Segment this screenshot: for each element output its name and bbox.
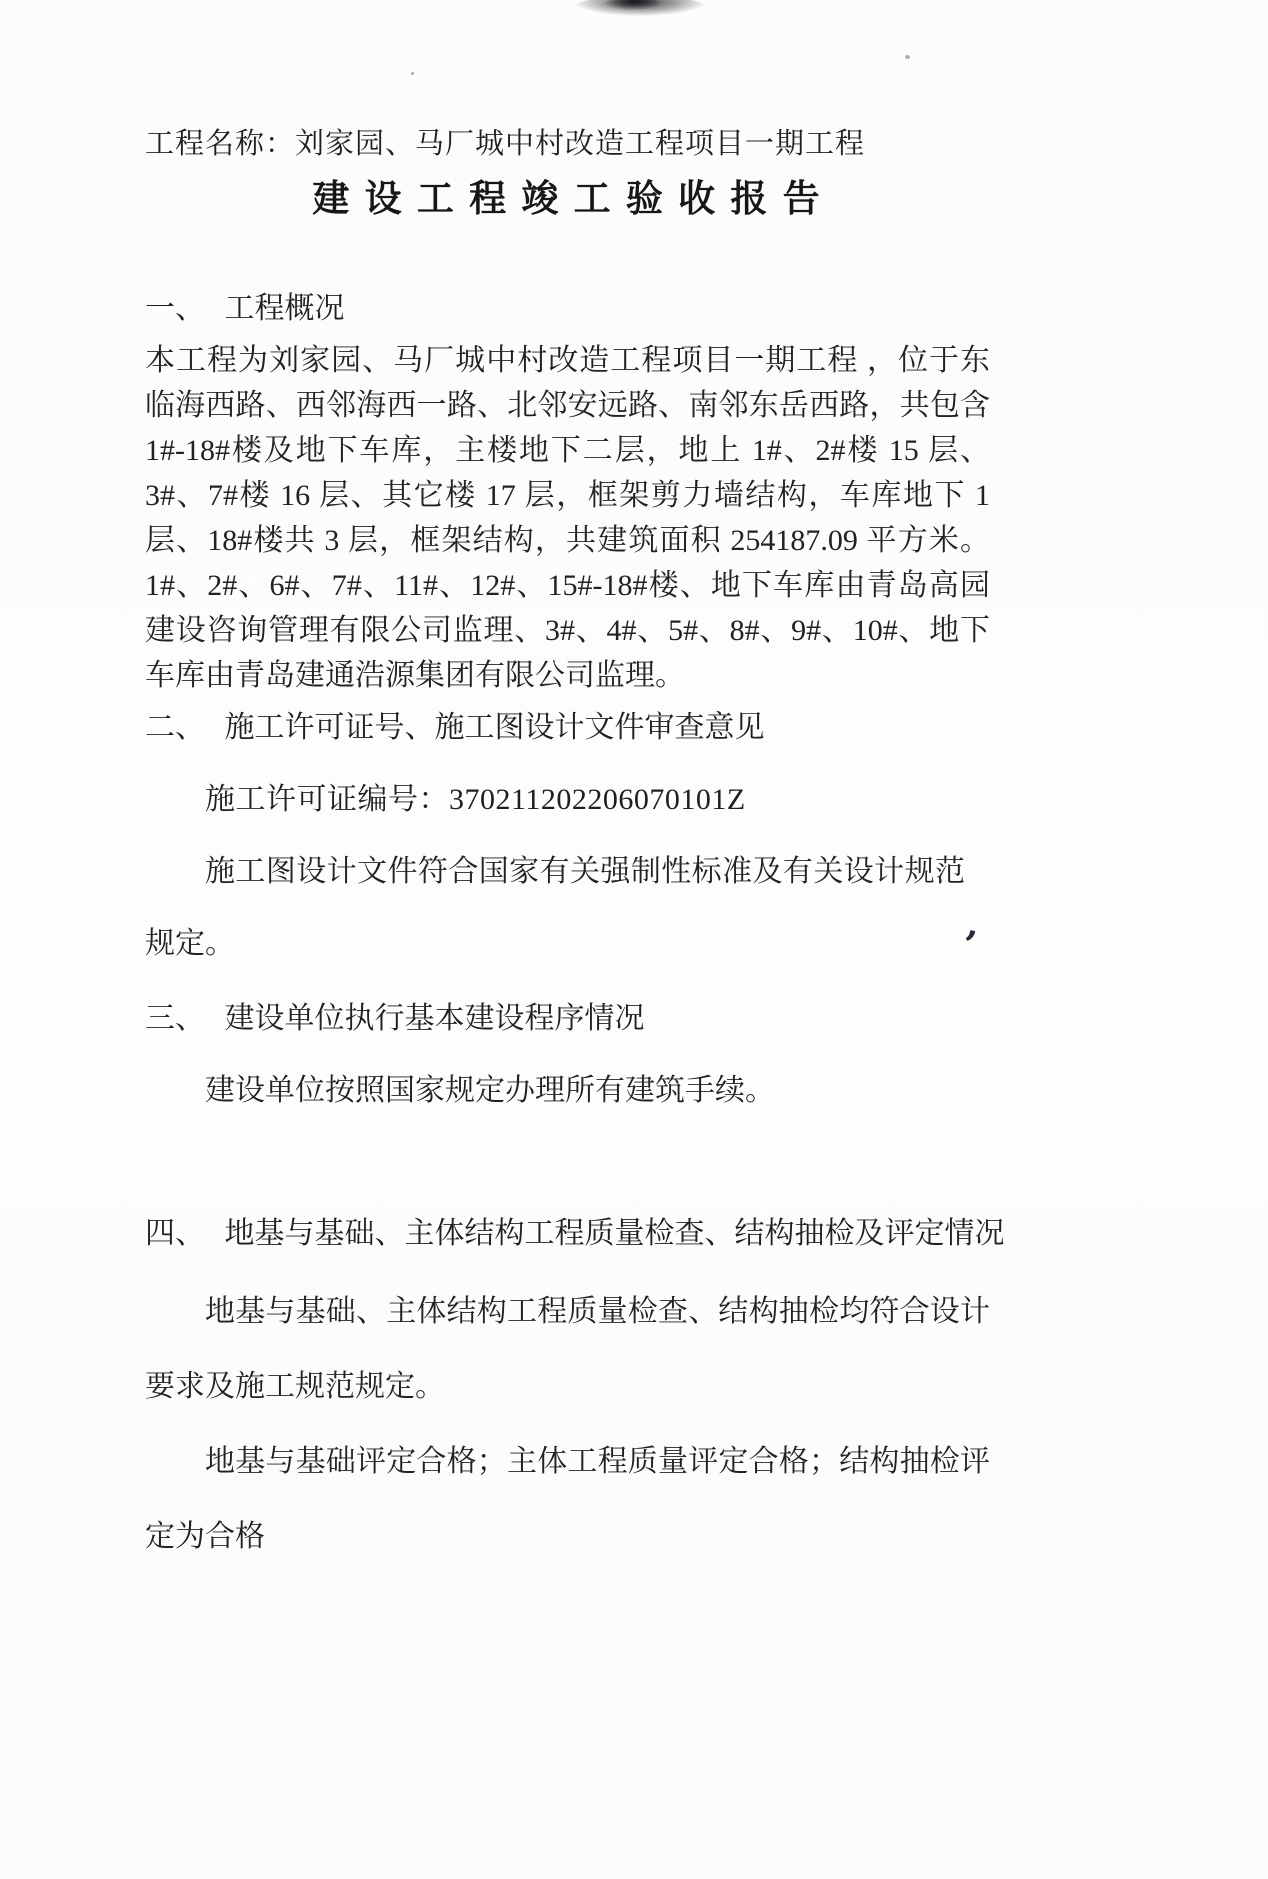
section-4-heading bbox=[145, 1214, 1005, 1254]
project-name-label: 工程名称： bbox=[145, 128, 296, 160]
scan-speck bbox=[411, 72, 414, 75]
section-3-paragraph: 建设单位按照国家规定办理所有建筑手续。 bbox=[205, 1074, 775, 1107]
section-2-heading-text: 施工许可证号、施工图设计文件审查意见 bbox=[224, 711, 765, 744]
section-1-paragraph: 本工程为刘家园、马厂城中村改造工程项目一期工程 ，位于东临海西路、西邻海西一路、北邻安远路、南邻东岳西路，共包含 1#-18#楼及地下车库，主楼地下二层，地上 1#、2#楼 15 层、3#、7#楼 16 层、其它楼 17 层，框架剪力墙结构，车库地下 1 层、18#楼共 3 层，框架结构，共建筑面积 254187.09 平方米。1#、2#、6#、7#、11#、12#、15#-18#楼、地下车库由青岛高园建设咨询管理有限公司监理、3#、4#、5#、8#、9#、10#、地下车库由青岛建通浩源集团有限公司监理。 bbox=[145, 344, 990, 692]
section-4-paragraph-2: 地基与基础评定合格；主体工程质量评定合格；结构抽检评定为合格 bbox=[145, 1445, 990, 1553]
section-2-number: 二、 bbox=[145, 711, 205, 744]
section-1-heading bbox=[145, 289, 990, 329]
section-2-heading bbox=[145, 708, 990, 748]
section-3-heading-text: 建设单位执行基本建设程序情况 bbox=[224, 1002, 645, 1035]
scan-speck bbox=[905, 55, 910, 59]
section-4-number: 四、 bbox=[145, 1217, 205, 1250]
pen-mark: ’ bbox=[960, 921, 980, 968]
section-3-heading bbox=[145, 999, 990, 1039]
section-2-paragraph: 施工图设计文件符合国家有关强制性标准及有关设计规范规定。 bbox=[145, 855, 965, 960]
section-3-number: 三、 bbox=[145, 1002, 205, 1035]
permit-number-label: 施工许可证编号： bbox=[205, 783, 449, 816]
permit-number-line bbox=[145, 780, 990, 820]
section-1-heading-text: 工程概况 bbox=[224, 292, 345, 325]
section-1-number: 一、 bbox=[145, 292, 205, 325]
project-name-line bbox=[145, 124, 990, 164]
document-title: 建 设 工 程 竣 工 验 收 报 告 bbox=[312, 179, 823, 220]
section-4-heading-text: 地基与基础、主体结构工程质量检查、结构抽检及评定情况 bbox=[224, 1217, 1005, 1250]
permit-number-value: 370211202206070101Z bbox=[449, 783, 746, 816]
section-4-paragraph-1: 地基与基础、主体结构工程质量检查、结构抽检均符合设计要求及施工规范规定。 bbox=[145, 1295, 990, 1403]
project-name-value: 刘家园、马厂城中村改造工程项目一期工程 bbox=[295, 128, 866, 160]
